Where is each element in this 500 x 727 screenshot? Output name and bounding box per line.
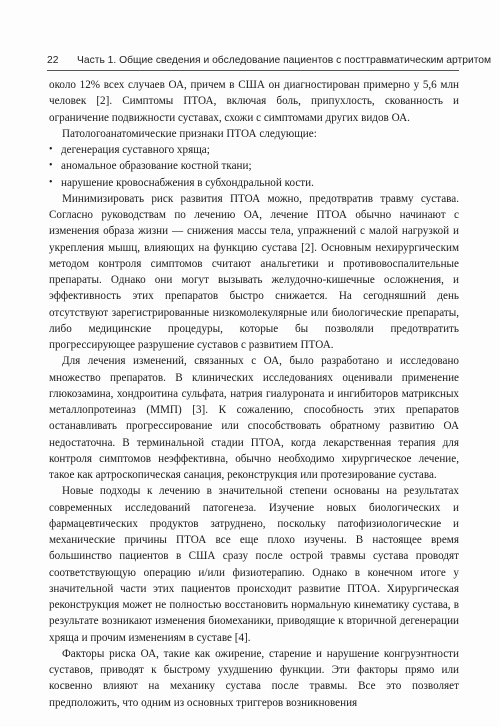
list-item: • аномальное образование костной ткани; [49,158,459,174]
paragraph-1: около 12% всех случаев ОА, причем в США он диагностирован примерно у 5,6 млн человек [2]. Симптомы ПТОА, включая боль, припухлость, скованность и ограничение подвижности суставах, схожи с симптомами других видов ОА. [49,79,459,124]
list-item: • нарушение кровоснабжения в субхондральной кости. [49,175,459,191]
paragraph-2: Патологоанатомические признаки ПТОА следующие: [62,127,317,140]
list-item: • дегенерация суставного хряща; [49,142,459,158]
header-rule [47,70,459,71]
paragraph-4: Для лечения изменений, связанных с ОА, было разработано и исследовано множество препаратов. В клинических исследованиях оценивали применение глюкозамина, хондроитина сульфата, натрия гиалуроната и ингибиторов матриксных металлопротеиназ (ММП) [3]. К сожалению, способность этих препаратов останавливать прогрессирование или способствовать обратному развитию ОА недостаточна. В терминальной стадии ПТОА, когда лекарственная терапия для контроля симптомов неэффективна, обычно необходимо хирургическое лечение, такое как артроскопическая санация, реконструкция или протезирование сустава. [49,355,459,481]
paragraph-6: Факторы риска ОА, такие как ожирение, старение и нарушение конгруэнтности суставов, приводят к быстрому ухудшению функции. Эти факторы прямо или косвенно влияют на механику сустава после травмы. Все это позволяет предположить, что одним из основных триггеров возникновения [49,647,459,709]
chapter-title: Часть 1. Общие сведения и обследование пациентов с посттравматическим артритом [77,55,492,66]
paragraph-5: Новые подходы к лечению в значительной степени основаны на результатах современных исследований патогенеза. Изучение новых биологических и фармацевтических продуктов затруднено, поскольку патофизиологические и механические причины ПТОА все еще плохо изучены. В настоящее время большинство пациентов в США сразу после острой травмы сустава проводят соответствующую операцию и/или физиотерапию. Однако в конечном итоге у значительной части этих пациентов происходит развитие ПТОА. Хирургическая реконструкция может не полностью восстановить нормальную кинематику сустава, в результате возникают изменения биомеханики, приводящие к вторичной дегенерации хряща и прочим изменениям в суставе [4]. [49,485,459,644]
body-text [49,77,459,711]
running-header [47,55,492,66]
bullet-list [49,142,459,191]
page-number: 22 [47,55,59,66]
paragraph-3: Минимизировать риск развития ПТОА можно, предотвратив травму сустава. Согласно руководствам по лечению ОА, лечение ПТОА обычно начинают с изменения образа жизни — снижения массы тела, упражнений с малой нагрузкой и укрепления мышц, влияющих на функцию сустава [2]. Основным нехирургическим методом контроля симптомов считают анальгетики и противовоспалительные препараты. Однако они могут вызывать желудочно-кишечные осложнения, и эффективность этих препаратов быстро снижается. На сегодняшний день отсутствуют зарегистрированные низкомолекулярные или биологические препараты, либо медицинские процедуры, которые бы позволяли предотвратить прогрессирующее разрушение суставов с развитием ПТОА. [49,192,459,351]
